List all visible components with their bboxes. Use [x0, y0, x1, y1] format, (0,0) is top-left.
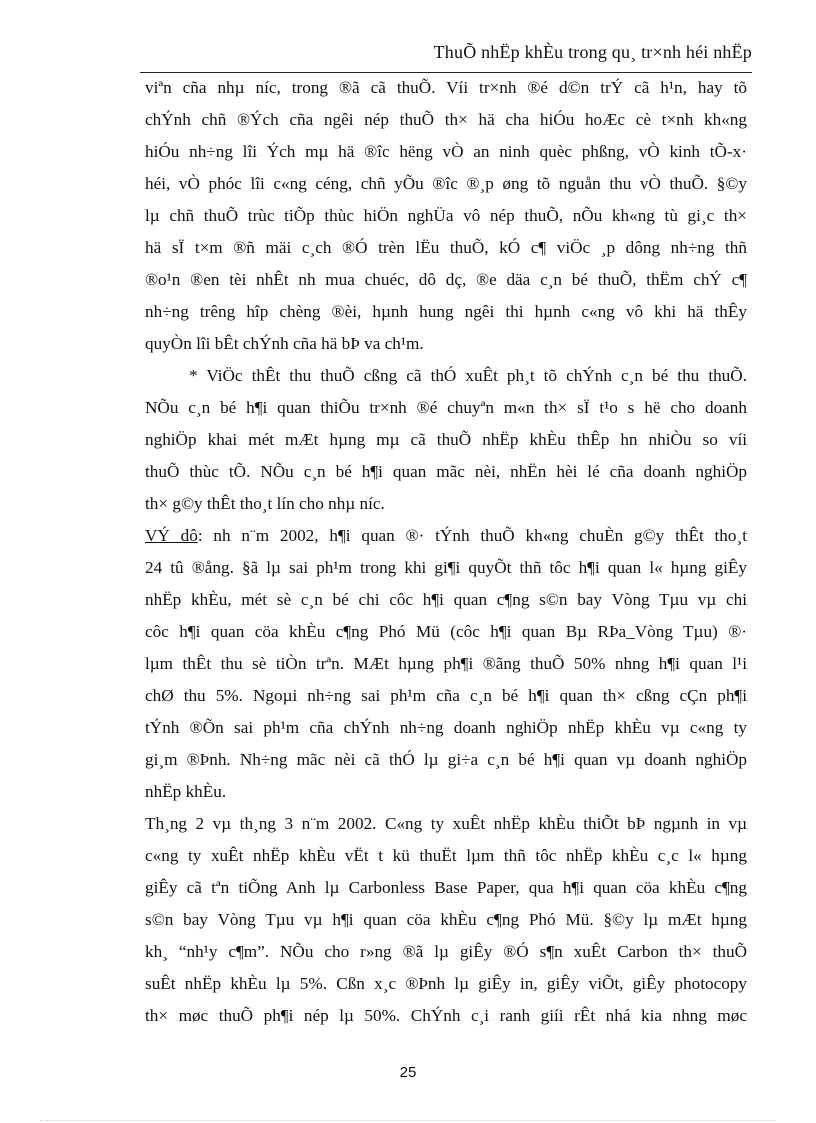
- text-line: s©n bay Vòng Tµu vµ h¶i quan cöa khÈu c¶ng Phó Mü. §©y lµ mÆt hµng: [145, 910, 747, 929]
- example-line: [145, 520, 747, 552]
- text-line: héi, vÒ phóc lîi c«ng céng, chñ yÕu ®îc ®¸p øng tõ nguån thu vÒ thuÕ. §©y: [145, 174, 747, 193]
- text-line: thuÕ thùc tÕ. NÕu c¸n bé h¶i quan mãc nèi, nhËn hèi lé cña doanh nghiÖp: [145, 462, 747, 481]
- text-line: chÝnh chñ ®Ých cña ngêi nép thuÕ th× hä cha hiÓu hoÆc cè t×nh kh«ng: [145, 110, 747, 129]
- text-line: tÝnh ®Õn sai ph¹m cña chÝnh nh÷ng doanh nghiÖp nhËp khÈu vµ c«ng ty: [145, 718, 747, 737]
- text-line: nghiÖp khai mét mÆt hµng mµ cã thuÕ nhËp khÈu thÊp hn nhiÒu so víi: [145, 430, 747, 449]
- text-line: nhËp khÈu, mét sè c¸n bé chi côc h¶i quan c¶ng s©n bay Vòng Tµu vµ chi: [145, 590, 747, 609]
- text-line: ®o¹n ®en tèi nhÊt nh mua chuéc, dô dç, ®e däa c¸n bé thuÕ, thËm chÝ c¶: [145, 270, 747, 289]
- text-line: viªn cña nhµ níc, trong ®ã cã thuÕ. Víi tr×nh ®é d©n trÝ cã h¹n, hay tõ: [145, 78, 747, 97]
- text-line: th× møc thuÕ ph¶i nép lµ 50%. ChÝnh c¸i ranh giíi rÊt nhá kia nhng møc: [145, 1006, 747, 1025]
- text-line: 24 tû ®ång. §ã lµ sai ph¹m trong khi gi¶i quyÕt thñ tôc h¶i quan l« hµng giÊy: [145, 558, 747, 577]
- text-line: hä sÏ t×m ®ñ mäi c¸ch ®Ó trèn lËu thuÕ, kÓ c¶ viÖc ¸p dông nh÷ng thñ: [145, 238, 747, 257]
- text-line: * ViÖc thÊt thu thuÕ cßng cã thÓ xuÊt ph¸t tõ chÝnh c¸n bé thu thuÕ.: [189, 366, 747, 385]
- example-text: : nh n¨m 2002, h¶i quan ®· tÝnh thuÕ kh«ng chuÈn g©y thÊt tho¸t: [197, 526, 747, 545]
- example-label: VÝ dô: [145, 526, 198, 545]
- text-line: lµ chñ thuÕ trùc tiÕp thùc hiÖn nghÜa vô nép thuÕ, nÕu kh«ng tù gi¸c th×: [145, 206, 747, 225]
- text-line: NÕu c¸n bé h¶i quan thiÕu tr×nh ®é chuyªn m«n th× sÏ t¹o s hë cho doanh: [145, 398, 747, 417]
- text-line: Th¸ng 2 vµ th¸ng 3 n¨m 2002. C«ng ty xuÊt nhËp khÈu thiÕt bÞ ngµnh in vµ: [145, 814, 747, 833]
- footer-divider: [40, 1120, 776, 1121]
- text-line: hiÓu nh÷ng lîi Ých mµ hä ®îc hëng vÒ an ninh quèc phßng, vÒ kinh tÕ-x·: [145, 142, 747, 161]
- text-line: lµm thÊt thu sè tiÒn trªn. MÆt hµng ph¶i ®ãng thuÕ 50% nhng h¶i quan l¹i: [145, 654, 747, 673]
- text-line: giÊy cã tªn tiÕng Anh lµ Carbonless Base Paper, qua h¶i quan cöa khÈu c¶ng: [145, 878, 747, 897]
- text-line: th× g©y thÊt tho¸t lín cho nhµ níc.: [145, 494, 385, 513]
- body-text: [145, 72, 747, 1032]
- text-line: kh¸ “nh¹y c¶m”. NÕu cho r»ng ®ã lµ giÊy ®Ó s¶n xuÊt Carbon th× thuÕ: [145, 942, 747, 961]
- page-number: 25: [399, 1064, 417, 1081]
- text-line: chØ thu 5%. Ngoµi nh÷ng sai ph¹m cña c¸n bé h¶i quan th× cßng cÇn ph¶i: [145, 686, 747, 705]
- text-line: c«ng ty xuÊt nhËp khÈu vËt t kü thuËt lµm thñ tôc nhËp khÈu c¸c l« hµng: [145, 846, 747, 865]
- text-line: nhËp khÈu.: [145, 782, 227, 801]
- text-line: côc h¶i quan cöa khÈu c¶ng Phó Mü (côc h¶i quan Bµ RÞa_Vòng Tµu) ®·: [145, 622, 747, 641]
- running-header: ThuÕ nhËp khÈu trong qu¸ tr×nh héi nhËp: [433, 42, 752, 62]
- text-line: gi¸m ®Þnh. Nh÷ng mãc nèi cã thÓ lµ gi÷a c¸n bé h¶i quan vµ doanh nghiÖp: [145, 750, 747, 769]
- text-line: nh÷ng trêng hîp chèng ®èi, hµnh hung ngêi thi hµnh c«ng vô khi hä thÊy: [145, 302, 747, 321]
- text-line: suÊt nhËp khÈu lµ 5%. Cßn x¸c ®Þnh lµ giÊy in, giÊy viÕt, giÊy photocopy: [145, 974, 747, 993]
- text-line: quyÒn lîi bÊt chÝnh cña hä bÞ va ch¹m.: [145, 334, 424, 353]
